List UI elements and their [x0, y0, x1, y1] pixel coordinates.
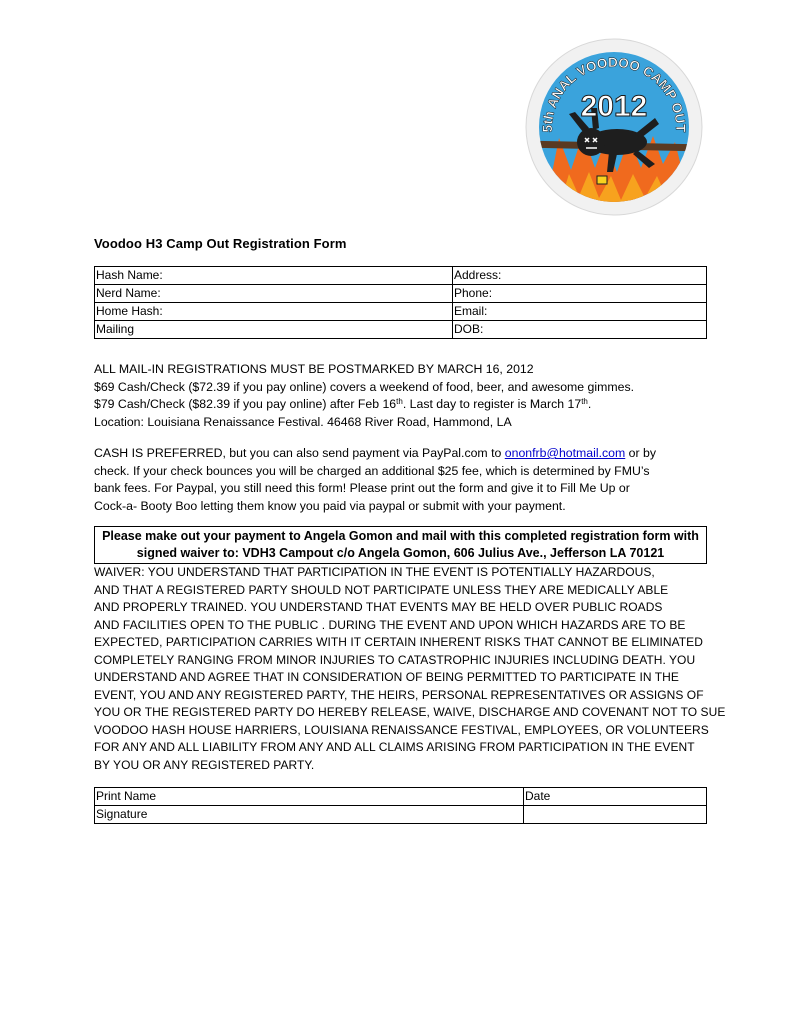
- waiver-line: AND THAT A REGISTERED PARTY SHOULD NOT PARTICIPATE UNLESS THEY ARE MEDICALLY ABLE: [94, 582, 669, 597]
- waiver-line: AND FACILITIES OPEN TO THE PUBLIC . DURING THE EVENT AND UPON WHICH HAZARDS ARE TO BE: [94, 617, 686, 632]
- logo-year: 2012: [580, 90, 648, 123]
- nerd-name-field[interactable]: Nerd Name:: [95, 285, 453, 303]
- table-row: [95, 303, 707, 321]
- camp-out-logo: [525, 38, 703, 216]
- waiver-line: EXPECTED, PARTICIPATION CARRIES WITH IT CERTAIN INHERENT RISKS THAT CANNOT BE ELIMINATED: [94, 635, 703, 649]
- waiver-line: UNDERSTAND AND AGREE THAT IN CONSIDERATION OF BEING PERMITTED TO PARTICIPATE IN THE: [94, 670, 679, 684]
- postmark-deadline: ALL MAIL-IN REGISTRATIONS MUST BE POSTMARKED BY MARCH 16, 2012: [94, 362, 534, 376]
- signature-table: [94, 787, 707, 824]
- signature-date-blank[interactable]: [524, 806, 707, 824]
- mailing-instructions-box: Please make out your payment to Angela Gomon and mail with this completed registration form with signed waiver to: VDH3 Campout c/o Angela Gomon, 606 Julius Ave., Jefferson LA 70121: [94, 526, 707, 564]
- hash-name-field[interactable]: Hash Name:: [95, 267, 453, 285]
- mailing-field[interactable]: Mailing: [95, 321, 453, 339]
- logo-arc-text: 5th ANAL VOODOO CAMP OUT: [539, 54, 689, 133]
- signature-field[interactable]: Signature: [95, 806, 524, 824]
- table-row: [95, 788, 707, 806]
- waiver-line: WAIVER: YOU UNDERSTAND THAT PARTICIPATION IN THE EVENT IS POTENTIALLY HAZARDOUS,: [94, 565, 655, 579]
- table-row: [95, 267, 707, 285]
- early-price: $69 Cash/Check ($72.39 if you pay online) covers a weekend of food, beer, and awesome gimmes.: [94, 379, 635, 394]
- payment-instructions: CASH IS PREFERRED, but you can also send payment via PayPal.com to ononfrb@hotmail.com or by check. If your check bounces you will be charged an additional $25 fee, which is determined by FMU’s bank fees. For Paypal, you still need this form! Please print out the form and give it to Fill Me Up or Cock-a- Booty Boo letting them know you paid via paypal or submit with your payment.: [94, 446, 657, 513]
- waiver-line: EVENT, YOU AND ANY REGISTERED PARTY, THE HEIRS, PERSONAL REPRESENTATIVES OR ASSIGNS OF: [94, 687, 704, 702]
- table-row: [95, 321, 707, 339]
- table-row: [95, 806, 707, 824]
- dob-field[interactable]: DOB:: [453, 321, 707, 339]
- print-name-field[interactable]: Print Name: [95, 788, 524, 806]
- waiver-line: BY YOU OR ANY REGISTERED PARTY.: [94, 757, 315, 772]
- home-hash-field[interactable]: Home Hash:: [95, 303, 453, 321]
- phone-field[interactable]: Phone:: [453, 285, 707, 303]
- form-title: Voodoo H3 Camp Out Registration Form: [94, 236, 347, 251]
- date-field[interactable]: Date: [524, 788, 707, 806]
- address-field[interactable]: Address:: [453, 267, 707, 285]
- event-location: Location: Louisiana Renaissance Festival. 46468 River Road, Hammond, LA: [94, 414, 512, 429]
- waiver-line: YOU OR THE REGISTERED PARTY DO HEREBY RELEASE, WAIVE, DISCHARGE AND COVENANT NOT TO SUE: [94, 705, 726, 719]
- waiver-line: COMPLETELY RANGING FROM MINOR INJURIES TO CATASTROPHIC INJURIES INCLUDING DEATH. YOU: [94, 652, 696, 667]
- paypal-email-link[interactable]: ononfrb@hotmail.com: [504, 446, 626, 460]
- late-price: $79 Cash/Check ($82.39 if you pay online) after Feb 16th. Last day to register is March 17th.: [94, 397, 592, 412]
- waiver-text: [94, 564, 725, 774]
- registration-info-table: [94, 266, 707, 339]
- waiver-line: VOODOO HASH HOUSE HARRIERS, LOUISIANA RENAISSANCE FESTIVAL, EMPLOYEES, OR VOLUNTEERS: [94, 722, 709, 737]
- table-row: [95, 285, 707, 303]
- waiver-line: FOR ANY AND ALL LIABILITY FROM ANY AND ALL CLAIMS ARISING FROM PARTICIPATION IN THE EVENT: [94, 740, 695, 754]
- beer-can-icon: [597, 176, 607, 184]
- email-field[interactable]: Email:: [453, 303, 707, 321]
- registration-details: [94, 361, 634, 431]
- waiver-line: AND PROPERLY TRAINED. YOU UNDERSTAND THAT EVENTS MAY BE HELD OVER PUBLIC ROADS: [94, 600, 663, 614]
